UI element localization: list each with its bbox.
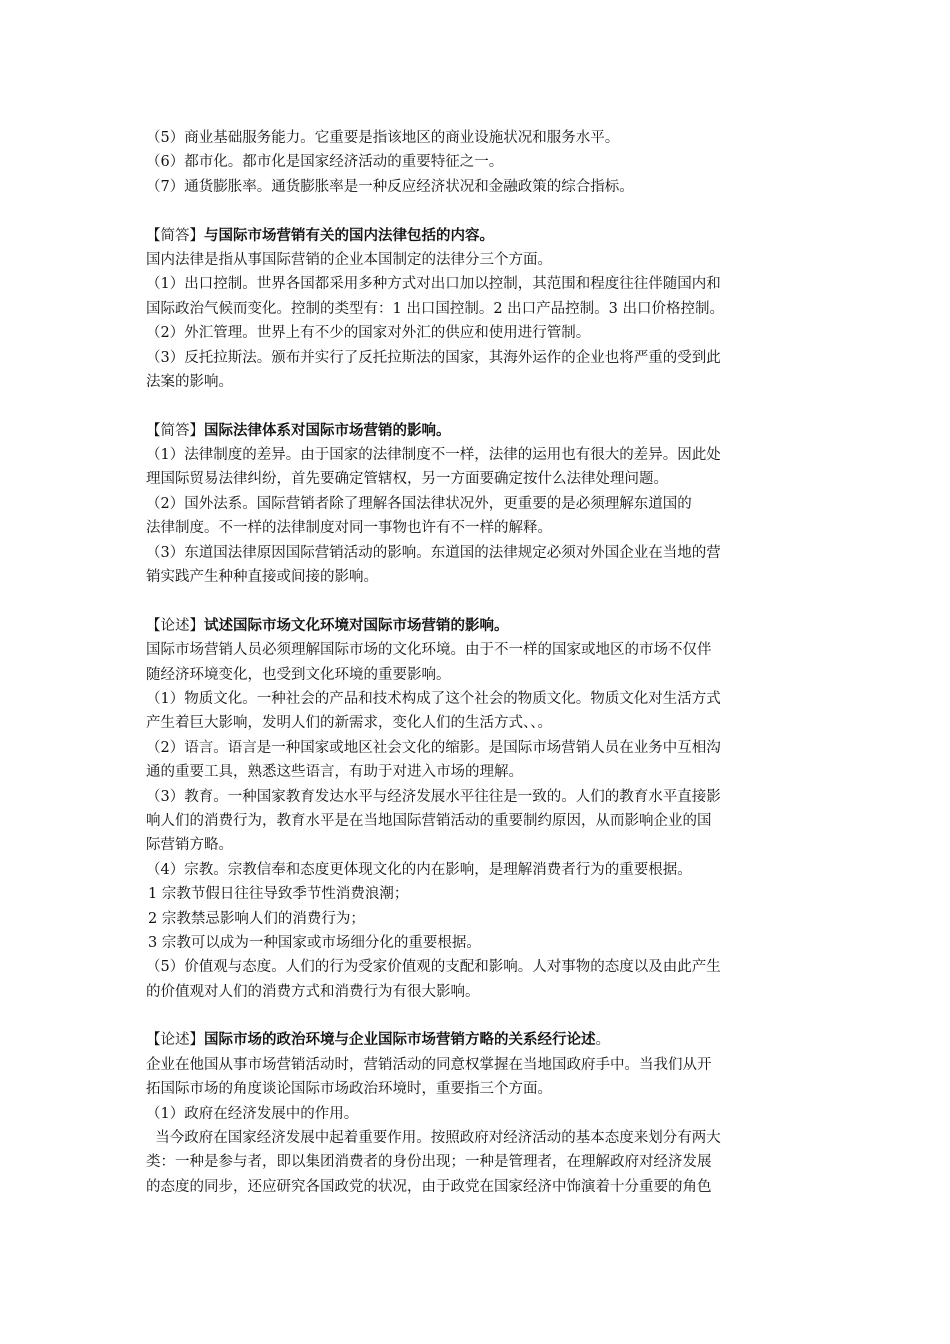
paragraph-line: 通的重要工具，熟悉这些语言，有助于对进入市场的理解。 — [146, 764, 523, 781]
section-title: 国际法律体系对国际市场营销的影响。 — [204, 421, 451, 439]
section-international-law — [146, 419, 810, 590]
paragraph-line: （3）反托拉斯法。颁布并实行了反托拉斯法的国家，其海外运作的企业也将严重的受到此 — [146, 349, 721, 366]
paragraph-line: 法案的影响。 — [146, 373, 233, 390]
paragraph-line: （7）通货膨胀率。通货膨胀率是一种反应经济状况和金融政策的综合指标。 — [146, 178, 634, 195]
section-heading — [146, 224, 810, 248]
paragraph-line: （5）商业基础服务能力。它重要是指该地区的商业设施状况和服务水平。 — [146, 130, 620, 146]
section-domestic-law — [146, 224, 810, 395]
paragraph-line: （1）出口控制。世界各国都采用多种方式对出口加以控制，其范围和程度往往伴随国内和 — [146, 276, 721, 293]
list-item: 3 宗教可以成为一种国家或市场细分化的重要根据。 — [148, 934, 481, 951]
paragraph-line: 国内法律是指从事国际营销的企业本国制定的法律分三个方面。 — [146, 251, 552, 268]
paragraph-line: （1）政府在经济发展中的作用。 — [146, 1105, 359, 1122]
paragraph-line: （3）东道国法律原因国际营销活动的影响。东道国的法律规定必须对外国企业在当地的营 — [146, 544, 721, 561]
paragraph-line: 的价值观对人们的消费方式和消费行为有很大影响。 — [146, 983, 480, 1000]
list-item: 2 宗教禁忌影响人们的消费行为； — [148, 910, 365, 927]
section-heading — [146, 1028, 810, 1052]
paragraph-line: 销实践产生种种直接或间接的影响。 — [146, 569, 378, 586]
paragraph-line: 法律制度。不一样的法律制度对同一事物也许有不一样的解释。 — [146, 520, 552, 537]
paragraph-line: （2）外汇管理。世界上有不少的国家对外汇的供应和使用进行管制。 — [146, 325, 591, 342]
paragraph-line: 企业在他国从事市场营销活动时，营销活动的同意权掌握在当地国政府手中。当我们从开 — [146, 1056, 712, 1073]
paragraph-line: （2）语言。语言是一种国家或地区社会文化的缩影。是国际市场营销人员在业务中互相沟 — [146, 739, 721, 756]
paragraph-line: （4）宗教。宗教信奉和态度更体现文化的内在影响，是理解消费者行为的重要根据。 — [146, 861, 692, 878]
section-heading — [146, 419, 810, 443]
section-culture — [146, 614, 810, 1004]
paragraph-line: （1）物质文化。一种社会的产品和技术构成了这个社会的物质文化。物质文化对生活方式 — [146, 690, 721, 707]
intro-block — [146, 126, 810, 199]
paragraph-line: 理国际贸易法律纠纷，首先要确定管辖权，另一方面要确定按什么法律处理问题。 — [146, 471, 668, 488]
section-heading — [146, 614, 810, 638]
question-type-tag: 【简答】 — [146, 227, 204, 244]
paragraph-line: 拓国际市场的角度谈论国际市场政治环境时，重要指三个方面。 — [146, 1081, 552, 1098]
paragraph-line: 际营销方略。 — [146, 837, 233, 854]
paragraph-line: 国际市场营销人员必须理解国际市场的文化环境。由于不一样的国家或地区的市场不仅伴 — [146, 642, 712, 659]
paragraph-line: （6）都市化。都市化是国家经济活动的重要特征之一。 — [146, 154, 504, 171]
question-type-tag: 【简答】 — [146, 422, 204, 439]
list-item: 1 宗教节假日往往导致季节性消费浪潮； — [148, 886, 409, 903]
section-title: 国际市场的政治环境与企业国际市场营销方略的关系经行论述 — [204, 1031, 596, 1049]
section-title: 与国际市场营销有关的国内法律包括的内容。 — [204, 226, 494, 244]
paragraph-line: 国际政治气候而变化。控制的类型有：1 出口国控制。2 出口产品控制。3 出口价格控制。 — [146, 300, 724, 317]
paragraph-line: （2）国外法系。国际营销者除了理解各国法律状况外，更重要的是必须理解东道国的 — [146, 495, 692, 512]
paragraph-line: 的态度的同步，还应研究各国政党的状况，由于政党在国家经济中饰演着十分重要的角色 — [146, 1178, 712, 1195]
section-title: 试述国际市场文化环境对国际市场营销的影响。 — [204, 616, 509, 634]
paragraph-line: 产生着巨大影响，发明人们的新需求，变化人们的生活方式、、。 — [146, 715, 552, 732]
document-page — [146, 126, 810, 1199]
paragraph-line: 响人们的消费行为，教育水平是在当地国际营销活动的重要制约原因，从而影响企业的国 — [146, 812, 712, 829]
paragraph-line: 当今政府在国家经济发展中起着重要作用。按照政府对经济活动的基本态度来划分有两大 — [146, 1130, 721, 1147]
question-type-tag: 【论述】 — [146, 1032, 204, 1049]
question-type-tag: 【论述】 — [146, 617, 204, 634]
paragraph-line: 随经济环境变化，也受到文化环境的重要影响。 — [146, 666, 451, 683]
section-title-end: 。 — [595, 1032, 610, 1049]
section-politics — [146, 1028, 810, 1199]
paragraph-line: （5）价值观与态度。人们的行为受家价值观的支配和影响。人对事物的态度以及由此产生 — [146, 959, 721, 976]
paragraph-line: （1）法律制度的差异。由于国家的法律制度不一样，法律的运用也有很大的差异。因此处 — [146, 447, 721, 464]
paragraph-line: （3）教育。一种国家教育发达水平与经济发展水平往往是一致的。人们的教育水平直接影 — [146, 788, 721, 805]
paragraph-line: 类：一种是参与者，即以集团消费者的身份出现；一种是管理者，在理解政府对经济发展 — [146, 1154, 712, 1171]
